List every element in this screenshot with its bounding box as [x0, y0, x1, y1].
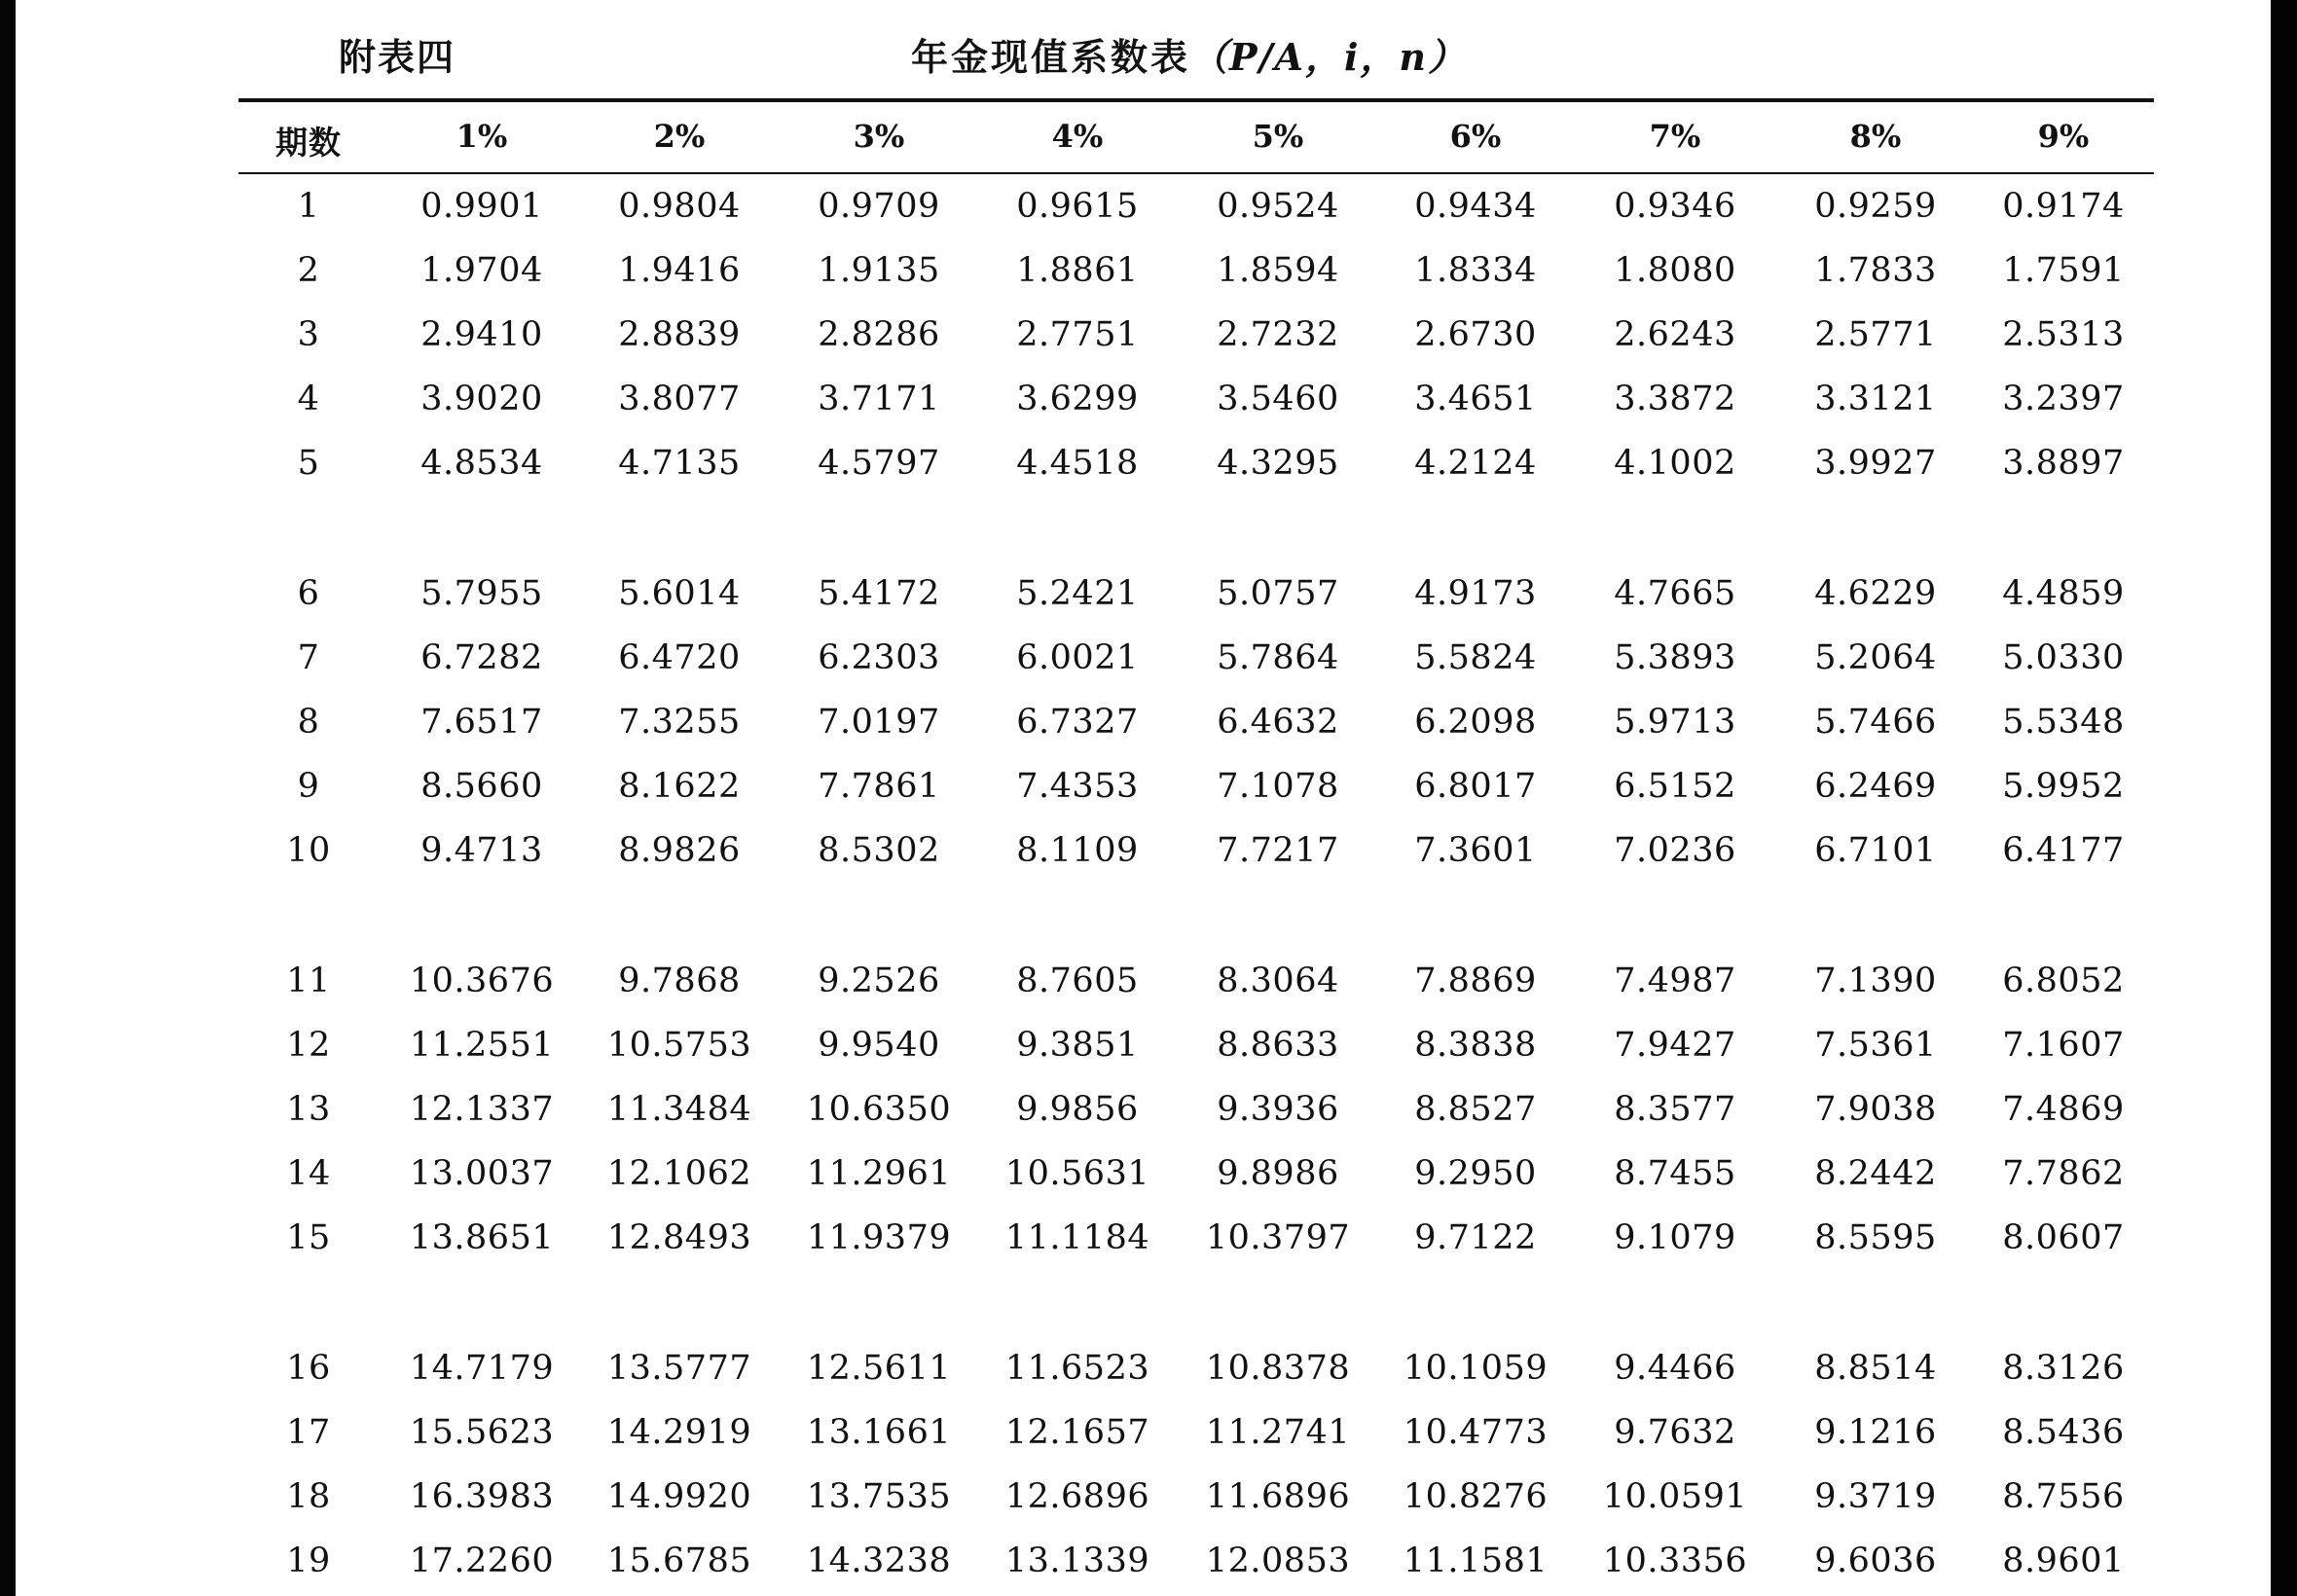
- factor-cell: 7.7862: [2002, 1154, 2125, 1193]
- factor-cell: 5.7955: [420, 574, 543, 613]
- factor-cell: 8.5436: [2002, 1413, 2125, 1452]
- factor-cell: 9.4713: [420, 831, 543, 870]
- factor-cell: 9.7868: [618, 961, 741, 1000]
- factor-cell: 13.7535: [806, 1477, 952, 1516]
- period-cell: 14: [286, 1154, 331, 1193]
- factor-cell: 11.3484: [606, 1090, 752, 1129]
- factor-cell: 9.4466: [1614, 1349, 1736, 1388]
- table-row: [238, 564, 2154, 623]
- table-row: [238, 1144, 2154, 1203]
- factor-cell: 12.1657: [1004, 1413, 1150, 1452]
- factor-cell: 7.1078: [1217, 767, 1339, 806]
- factor-cell: 6.5152: [1614, 767, 1736, 806]
- factor-cell: 9.9540: [818, 1026, 940, 1065]
- period-cell: 16: [286, 1349, 331, 1388]
- factor-cell: 8.3838: [1414, 1026, 1537, 1065]
- scan-border-left: [0, 0, 16, 1596]
- factor-cell: 8.5660: [420, 767, 543, 806]
- factor-cell: 3.9020: [420, 380, 543, 418]
- column-header-rate: 7%: [1649, 118, 1701, 155]
- factor-cell: 3.4651: [1414, 380, 1537, 418]
- factor-cell: 14.3238: [806, 1542, 952, 1580]
- factor-cell: 12.5611: [806, 1349, 952, 1388]
- factor-cell: 9.8986: [1217, 1154, 1339, 1193]
- scan-border-right: [2271, 0, 2297, 1596]
- column-header-rate: 4%: [1051, 118, 1104, 155]
- factor-cell: 6.2098: [1414, 703, 1537, 742]
- factor-cell: 4.1002: [1614, 444, 1736, 483]
- factor-cell: 3.3121: [1814, 380, 1937, 418]
- factor-cell: 7.8869: [1414, 961, 1537, 1000]
- appendix-label: 附表四: [339, 36, 456, 79]
- factor-cell: 8.9601: [2002, 1542, 2125, 1580]
- factor-cell: 17.2260: [409, 1542, 555, 1580]
- table-row: [238, 1468, 2154, 1526]
- factor-cell: 1.9416: [618, 251, 741, 290]
- table-top-rule: [238, 98, 2154, 102]
- factor-cell: 9.1079: [1614, 1218, 1736, 1257]
- table-row: [238, 952, 2154, 1010]
- factor-cell: 1.8861: [1016, 251, 1139, 290]
- factor-cell: 5.9713: [1614, 703, 1736, 742]
- factor-cell: 11.9379: [806, 1218, 952, 1257]
- table-row: [238, 693, 2154, 751]
- factor-cell: 6.7327: [1016, 703, 1139, 742]
- factor-cell: 9.2526: [818, 961, 940, 1000]
- table-row: [238, 1403, 2154, 1462]
- factor-cell: 8.5302: [818, 831, 940, 870]
- factor-cell: 8.8514: [1814, 1349, 1937, 1388]
- period-cell: 6: [297, 574, 320, 613]
- factor-cell: 8.9826: [618, 831, 741, 870]
- factor-cell: 7.4869: [2002, 1090, 2125, 1129]
- factor-cell: 2.6730: [1414, 315, 1537, 354]
- factor-cell: 7.6517: [420, 703, 543, 742]
- factor-cell: 0.9174: [2002, 187, 2125, 226]
- factor-cell: 5.0757: [1217, 574, 1339, 613]
- factor-cell: 11.2741: [1205, 1413, 1351, 1452]
- factor-cell: 5.5348: [2002, 703, 2125, 742]
- factor-cell: 10.3676: [409, 961, 555, 1000]
- factor-cell: 5.2064: [1814, 638, 1937, 677]
- factor-cell: 7.1390: [1814, 961, 1937, 1000]
- factor-cell: 14.2919: [606, 1413, 752, 1452]
- factor-cell: 8.0607: [2002, 1218, 2125, 1257]
- factor-cell: 10.3797: [1205, 1218, 1351, 1257]
- factor-cell: 12.8493: [606, 1218, 752, 1257]
- factor-cell: 13.0037: [409, 1154, 555, 1193]
- period-cell: 13: [286, 1090, 331, 1129]
- factor-cell: 4.4518: [1016, 444, 1139, 483]
- factor-cell: 5.9952: [2002, 767, 2125, 806]
- factor-cell: 11.1581: [1403, 1542, 1549, 1580]
- factor-cell: 12.1062: [606, 1154, 752, 1193]
- factor-cell: 7.7217: [1217, 831, 1339, 870]
- table-row: [238, 1532, 2154, 1590]
- factor-cell: 5.5824: [1414, 638, 1537, 677]
- period-cell: 2: [297, 251, 320, 290]
- factor-cell: 9.7632: [1614, 1413, 1736, 1452]
- factor-cell: 15.6785: [606, 1542, 752, 1580]
- period-cell: 8: [297, 703, 320, 742]
- table-row: [238, 1080, 2154, 1139]
- factor-cell: 10.4773: [1403, 1413, 1549, 1452]
- factor-cell: 8.3064: [1217, 961, 1339, 1000]
- period-cell: 15: [286, 1218, 331, 1257]
- factor-cell: 15.5623: [409, 1413, 555, 1452]
- factor-cell: 6.4720: [618, 638, 741, 677]
- factor-cell: 4.2124: [1414, 444, 1537, 483]
- table-row: [238, 241, 2154, 300]
- factor-cell: 10.5753: [606, 1026, 752, 1065]
- column-header-rate: 2%: [653, 118, 706, 155]
- factor-cell: 2.5313: [2002, 315, 2125, 354]
- factor-cell: 0.9524: [1217, 187, 1339, 226]
- factor-cell: 7.1607: [2002, 1026, 2125, 1065]
- factor-cell: 7.3601: [1414, 831, 1537, 870]
- column-header-rate: 6%: [1449, 118, 1502, 155]
- factor-cell: 0.9259: [1814, 187, 1937, 226]
- factor-cell: 8.8527: [1414, 1090, 1537, 1129]
- column-header-rate: 5%: [1252, 118, 1304, 155]
- table-header-rule: [238, 172, 2154, 174]
- factor-cell: 8.3126: [2002, 1349, 2125, 1388]
- factor-cell: 10.3356: [1602, 1542, 1748, 1580]
- period-cell: 12: [286, 1026, 331, 1065]
- factor-cell: 4.7665: [1614, 574, 1736, 613]
- period-cell: 4: [297, 380, 320, 418]
- factor-cell: 13.5777: [606, 1349, 752, 1388]
- factor-cell: 4.7135: [618, 444, 741, 483]
- factor-cell: 1.7833: [1814, 251, 1937, 290]
- factor-cell: 14.9920: [606, 1477, 752, 1516]
- factor-cell: 9.3719: [1814, 1477, 1937, 1516]
- factor-cell: 5.7864: [1217, 638, 1339, 677]
- factor-cell: 8.1622: [618, 767, 741, 806]
- factor-cell: 2.9410: [420, 315, 543, 354]
- factor-cell: 8.8633: [1217, 1026, 1339, 1065]
- period-cell: 7: [297, 638, 320, 677]
- factor-cell: 6.7282: [420, 638, 543, 677]
- table-row: [238, 1209, 2154, 1267]
- table-row: [238, 629, 2154, 687]
- factor-cell: 8.1109: [1016, 831, 1139, 870]
- factor-cell: 8.7455: [1614, 1154, 1736, 1193]
- table-title-formula: （P/A，i，n）: [1190, 35, 1468, 79]
- factor-cell: 13.1661: [806, 1413, 952, 1452]
- factor-cell: 4.9173: [1414, 574, 1537, 613]
- factor-cell: 2.5771: [1814, 315, 1937, 354]
- factor-cell: 7.5361: [1814, 1026, 1937, 1065]
- factor-cell: 9.7122: [1414, 1218, 1537, 1257]
- factor-cell: 5.0330: [2002, 638, 2125, 677]
- factor-cell: 2.8286: [818, 315, 940, 354]
- factor-cell: 13.8651: [409, 1218, 555, 1257]
- factor-cell: 3.3872: [1614, 380, 1736, 418]
- table-row: [238, 434, 2154, 492]
- column-header-rate: 8%: [1849, 118, 1902, 155]
- factor-cell: 1.8594: [1217, 251, 1339, 290]
- period-cell: 9: [297, 767, 320, 806]
- factor-cell: 12.6896: [1004, 1477, 1150, 1516]
- period-cell: 3: [297, 315, 320, 354]
- factor-cell: 4.3295: [1217, 444, 1339, 483]
- factor-cell: 10.0591: [1602, 1477, 1748, 1516]
- factor-cell: 7.0197: [818, 703, 940, 742]
- factor-cell: 7.9038: [1814, 1090, 1937, 1129]
- factor-cell: 11.1184: [1004, 1218, 1150, 1257]
- factor-cell: 9.3851: [1016, 1026, 1139, 1065]
- factor-cell: 6.0021: [1016, 638, 1139, 677]
- factor-cell: 3.9927: [1814, 444, 1937, 483]
- table-row: [238, 821, 2154, 880]
- factor-cell: 10.8378: [1205, 1349, 1351, 1388]
- factor-cell: 0.9434: [1414, 187, 1537, 226]
- period-cell: 18: [286, 1477, 331, 1516]
- factor-cell: 4.4859: [2002, 574, 2125, 613]
- table-row: [238, 370, 2154, 428]
- factor-cell: 6.4177: [2002, 831, 2125, 870]
- period-cell: 1: [297, 187, 320, 226]
- factor-cell: 9.6036: [1814, 1542, 1937, 1580]
- factor-cell: 0.9901: [420, 187, 543, 226]
- factor-cell: 9.1216: [1814, 1413, 1937, 1452]
- factor-cell: 2.8839: [618, 315, 741, 354]
- period-cell: 5: [297, 444, 320, 483]
- factor-cell: 1.9704: [420, 251, 543, 290]
- factor-cell: 4.5797: [818, 444, 940, 483]
- factor-cell: 8.2442: [1814, 1154, 1937, 1193]
- factor-cell: 2.7232: [1217, 315, 1339, 354]
- column-header-rate: 3%: [853, 118, 905, 155]
- factor-cell: 0.9615: [1016, 187, 1139, 226]
- factor-cell: 8.3577: [1614, 1090, 1736, 1129]
- column-header-rate: 1%: [456, 118, 508, 155]
- factor-cell: 8.5595: [1814, 1218, 1937, 1257]
- factor-cell: 2.6243: [1614, 315, 1736, 354]
- factor-cell: 5.3893: [1614, 638, 1736, 677]
- factor-cell: 8.7605: [1016, 961, 1139, 1000]
- factor-cell: 7.7861: [818, 767, 940, 806]
- factor-cell: 10.8276: [1403, 1477, 1549, 1516]
- factor-cell: 4.6229: [1814, 574, 1937, 613]
- factor-cell: 9.3936: [1217, 1090, 1339, 1129]
- factor-cell: 3.5460: [1217, 380, 1339, 418]
- table-row: [238, 1339, 2154, 1397]
- column-header-period: 期数: [275, 124, 342, 162]
- factor-cell: 1.7591: [2002, 251, 2125, 290]
- factor-cell: 6.2303: [818, 638, 940, 677]
- factor-cell: 8.7556: [2002, 1477, 2125, 1516]
- period-cell: 19: [286, 1542, 331, 1580]
- factor-cell: 11.2551: [409, 1026, 555, 1065]
- factor-cell: 10.1059: [1403, 1349, 1549, 1388]
- factor-cell: 6.4632: [1217, 703, 1339, 742]
- factor-cell: 9.9856: [1016, 1090, 1139, 1129]
- factor-cell: 7.4987: [1614, 961, 1736, 1000]
- factor-cell: 0.9346: [1614, 187, 1736, 226]
- factor-cell: 6.7101: [1814, 831, 1937, 870]
- table-row: [238, 177, 2154, 236]
- factor-cell: 7.4353: [1016, 767, 1139, 806]
- table-row: [238, 1016, 2154, 1074]
- factor-cell: 11.6896: [1205, 1477, 1351, 1516]
- factor-cell: 10.6350: [806, 1090, 952, 1129]
- factor-cell: 12.0853: [1205, 1542, 1351, 1580]
- factor-cell: 1.8334: [1414, 251, 1537, 290]
- factor-cell: 10.5631: [1004, 1154, 1150, 1193]
- factor-cell: 3.8077: [618, 380, 741, 418]
- column-header-rate: 9%: [2037, 118, 2090, 155]
- factor-cell: 0.9804: [618, 187, 741, 226]
- factor-cell: 13.1339: [1004, 1542, 1150, 1580]
- factor-cell: 5.7466: [1814, 703, 1937, 742]
- factor-cell: 11.6523: [1004, 1349, 1150, 1388]
- table-header-row: [238, 110, 2154, 168]
- factor-cell: 3.6299: [1016, 380, 1139, 418]
- factor-cell: 5.2421: [1016, 574, 1139, 613]
- factor-cell: 1.9135: [818, 251, 940, 290]
- factor-cell: 11.2961: [806, 1154, 952, 1193]
- factor-cell: 9.2950: [1414, 1154, 1537, 1193]
- factor-cell: 14.7179: [409, 1349, 555, 1388]
- factor-cell: 0.9709: [818, 187, 940, 226]
- factor-cell: 3.8897: [2002, 444, 2125, 483]
- table-title-text: 年金现值系数表: [911, 36, 1191, 79]
- period-cell: 17: [286, 1413, 331, 1452]
- factor-cell: 4.8534: [420, 444, 543, 483]
- factor-cell: 5.4172: [818, 574, 940, 613]
- factor-cell: 7.3255: [618, 703, 741, 742]
- factor-cell: 1.8080: [1614, 251, 1736, 290]
- factor-cell: 7.9427: [1614, 1026, 1736, 1065]
- period-cell: 11: [286, 961, 331, 1000]
- table-row: [238, 757, 2154, 816]
- factor-cell: 3.7171: [818, 380, 940, 418]
- factor-cell: 12.1337: [409, 1090, 555, 1129]
- factor-cell: 6.2469: [1814, 767, 1937, 806]
- factor-cell: 7.0236: [1614, 831, 1736, 870]
- factor-cell: 16.3983: [409, 1477, 555, 1516]
- factor-cell: 3.2397: [2002, 380, 2125, 418]
- table-title: [911, 27, 1467, 81]
- period-cell: 10: [286, 831, 331, 870]
- factor-cell: 6.8052: [2002, 961, 2125, 1000]
- table-row: [238, 306, 2154, 364]
- factor-cell: 6.8017: [1414, 767, 1537, 806]
- factor-cell: 2.7751: [1016, 315, 1139, 354]
- factor-cell: 5.6014: [618, 574, 741, 613]
